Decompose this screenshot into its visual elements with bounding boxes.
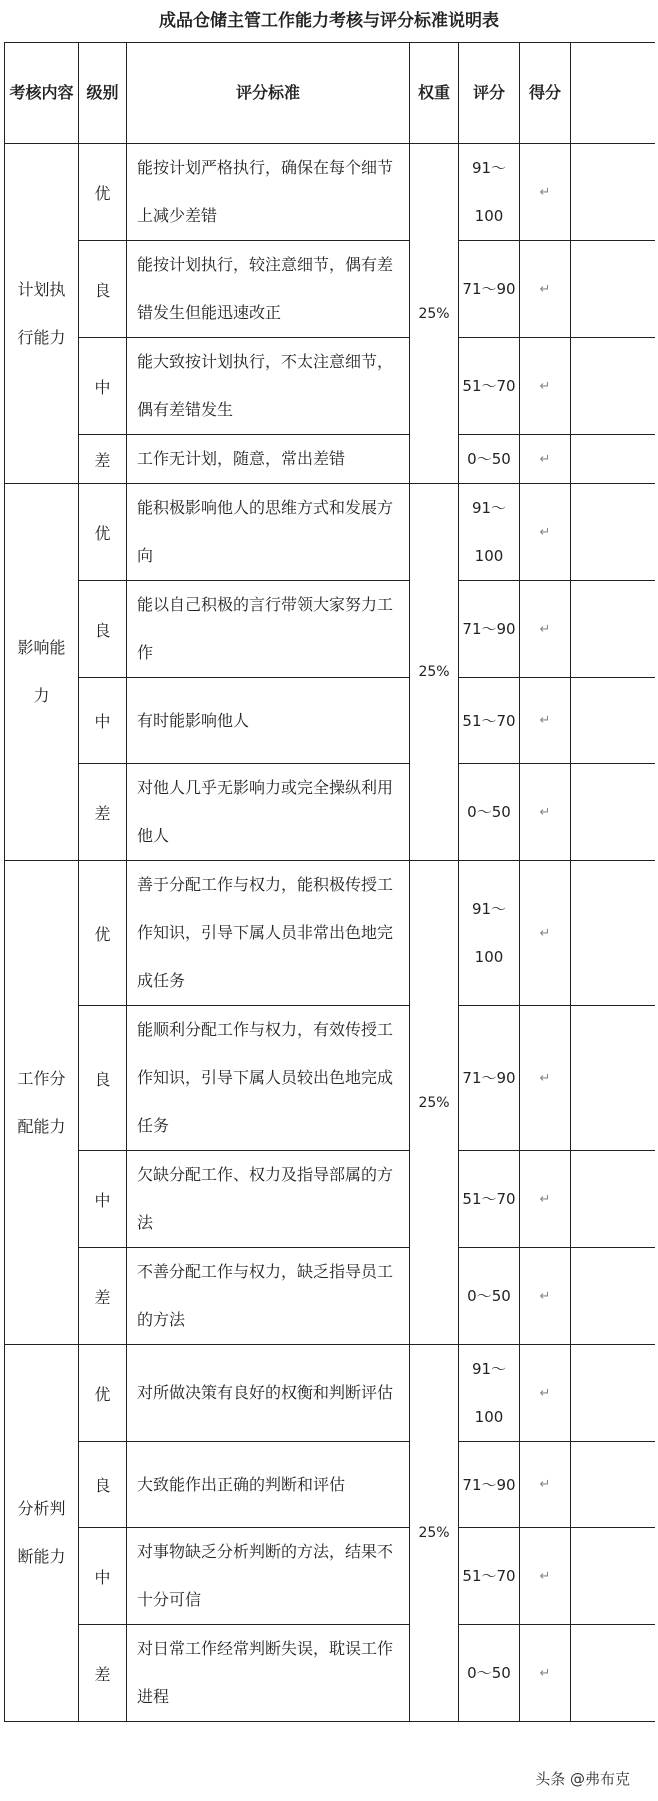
header-extra: [571, 43, 655, 144]
points-cell: ↵: [520, 1006, 571, 1151]
points-cell: ↵: [520, 861, 571, 1006]
header-criteria: 评分标准: [127, 43, 410, 144]
criteria-cell: 有时能影响他人: [127, 678, 410, 764]
points-cell: ↵: [520, 1151, 571, 1248]
points-cell: ↵: [520, 1528, 571, 1625]
table-row: [5, 1528, 655, 1625]
score-range-cell: 51～70: [459, 678, 520, 764]
extra-cell: [571, 241, 655, 338]
criteria-cell: 对他人几乎无影响力或完全操纵利用他人: [127, 764, 410, 861]
extra-cell: [571, 1528, 655, 1625]
criteria-cell: 能积极影响他人的思维方式和发展方向: [127, 484, 410, 581]
points-cell: ↵: [520, 144, 571, 241]
level-cell: 优: [79, 1345, 127, 1442]
level-cell: 差: [79, 1625, 127, 1722]
table-row: [5, 678, 655, 764]
level-cell: 差: [79, 764, 127, 861]
extra-cell: [571, 484, 655, 581]
score-range-cell: 91～100: [459, 1345, 520, 1442]
level-cell: 中: [79, 1528, 127, 1625]
criteria-cell: 大致能作出正确的判断和评估: [127, 1442, 410, 1528]
table-row: [5, 435, 655, 484]
extra-cell: [571, 1006, 655, 1151]
document-title: 成品仓储主管工作能力考核与评分标准说明表: [159, 11, 499, 31]
extra-cell: [571, 1442, 655, 1528]
extra-cell: [571, 861, 655, 1006]
table-row: [5, 1625, 655, 1722]
extra-cell: [571, 581, 655, 678]
extra-cell: [571, 1625, 655, 1722]
weight-cell: 25%: [410, 484, 459, 861]
points-cell: ↵: [520, 1442, 571, 1528]
criteria-cell: 能以自己积极的言行带领大家努力工作: [127, 581, 410, 678]
score-range-cell: 71～90: [459, 1442, 520, 1528]
category-cell: 计划执行能力: [5, 144, 79, 484]
category-cell: 分析判断能力: [5, 1345, 79, 1722]
level-cell: 中: [79, 1151, 127, 1248]
table-row: [5, 861, 655, 1006]
table-row: [5, 581, 655, 678]
criteria-cell: 工作无计划，随意，常出差错: [127, 435, 410, 484]
points-cell: ↵: [520, 581, 571, 678]
table-row: [5, 1248, 655, 1345]
extra-cell: [571, 678, 655, 764]
category-cell: 工作分配能力: [5, 861, 79, 1345]
table-row: [5, 338, 655, 435]
points-cell: ↵: [520, 1248, 571, 1345]
extra-cell: [571, 435, 655, 484]
criteria-cell: 能按计划执行，较注意细节，偶有差错发生但能迅速改正: [127, 241, 410, 338]
level-cell: 中: [79, 338, 127, 435]
points-cell: ↵: [520, 241, 571, 338]
level-cell: 优: [79, 861, 127, 1006]
table-row: [5, 764, 655, 861]
points-cell: ↵: [520, 1625, 571, 1722]
extra-cell: [571, 764, 655, 861]
score-range-cell: 71～90: [459, 581, 520, 678]
score-range-cell: 91～100: [459, 484, 520, 581]
weight-cell: 25%: [410, 861, 459, 1345]
header-score: 评分: [459, 43, 520, 144]
weight-cell: 25%: [410, 144, 459, 484]
criteria-cell: 能按计划严格执行，确保在每个细节上减少差错: [127, 144, 410, 241]
points-cell: ↵: [520, 484, 571, 581]
extra-cell: [571, 1345, 655, 1442]
table-header-row: [5, 43, 655, 144]
table-row: [5, 1442, 655, 1528]
score-range-cell: 71～90: [459, 1006, 520, 1151]
table-row: [5, 241, 655, 338]
header-content: 考核内容: [5, 43, 79, 144]
category-cell: 影响能力: [5, 484, 79, 861]
header-level: 级别: [79, 43, 127, 144]
score-range-cell: 0～50: [459, 435, 520, 484]
criteria-cell: 对所做决策有良好的权衡和判断评估: [127, 1345, 410, 1442]
watermark: 头条 @弗布克: [529, 1766, 636, 1791]
criteria-cell: 善于分配工作与权力，能积极传授工作知识，引导下属人员非常出色地完成任务: [127, 861, 410, 1006]
extra-cell: [571, 1248, 655, 1345]
score-range-cell: 51～70: [459, 338, 520, 435]
level-cell: 差: [79, 1248, 127, 1345]
score-range-cell: 0～50: [459, 1625, 520, 1722]
level-cell: 优: [79, 144, 127, 241]
score-range-cell: 91～100: [459, 861, 520, 1006]
table-row: [5, 1151, 655, 1248]
level-cell: 差: [79, 435, 127, 484]
table-row: [5, 1345, 655, 1442]
criteria-cell: 欠缺分配工作、权力及指导部属的方法: [127, 1151, 410, 1248]
score-range-cell: 71～90: [459, 241, 520, 338]
table-row: [5, 484, 655, 581]
criteria-cell: 对日常工作经常判断失误，耽误工作进程: [127, 1625, 410, 1722]
evaluation-table: [4, 42, 655, 1722]
points-cell: ↵: [520, 764, 571, 861]
points-cell: ↵: [520, 338, 571, 435]
score-range-cell: 51～70: [459, 1528, 520, 1625]
level-cell: 优: [79, 484, 127, 581]
level-cell: 中: [79, 678, 127, 764]
extra-cell: [571, 338, 655, 435]
criteria-cell: 不善分配工作与权力，缺乏指导员工的方法: [127, 1248, 410, 1345]
extra-cell: [571, 144, 655, 241]
table-row: [5, 1006, 655, 1151]
header-weight: 权重: [410, 43, 459, 144]
criteria-cell: 能大致按计划执行，不太注意细节，偶有差错发生: [127, 338, 410, 435]
criteria-cell: 对事物缺乏分析判断的方法，结果不十分可信: [127, 1528, 410, 1625]
level-cell: 良: [79, 1006, 127, 1151]
extra-cell: [571, 1151, 655, 1248]
level-cell: 良: [79, 581, 127, 678]
criteria-cell: 能顺利分配工作与权力，有效传授工作知识，引导下属人员较出色地完成任务: [127, 1006, 410, 1151]
header-points: 得分: [520, 43, 571, 144]
level-cell: 良: [79, 241, 127, 338]
table-row: [5, 144, 655, 241]
points-cell: ↵: [520, 435, 571, 484]
score-range-cell: 0～50: [459, 764, 520, 861]
level-cell: 良: [79, 1442, 127, 1528]
score-range-cell: 0～50: [459, 1248, 520, 1345]
score-range-cell: 91～100: [459, 144, 520, 241]
points-cell: ↵: [520, 678, 571, 764]
points-cell: ↵: [520, 1345, 571, 1442]
score-range-cell: 51～70: [459, 1151, 520, 1248]
weight-cell: 25%: [410, 1345, 459, 1722]
